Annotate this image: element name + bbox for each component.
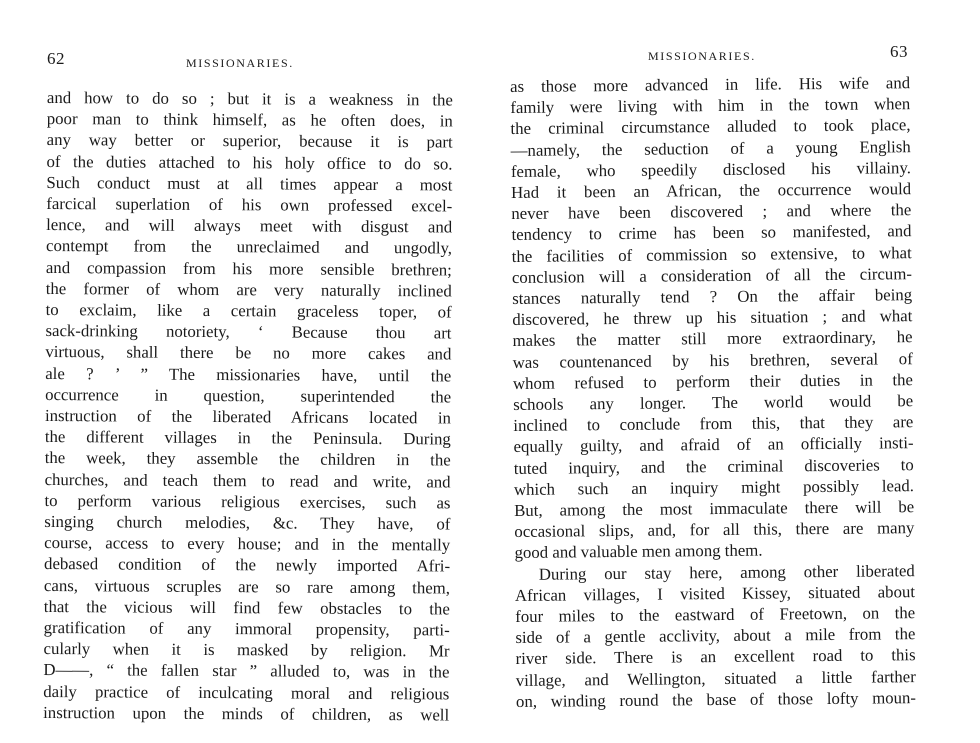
text-line: tuted inquiry, and the criminal discoveries to: [513, 454, 914, 478]
text-line: to perform various religious exercises, such as: [44, 490, 451, 513]
text-line: river side. There is an excellent road to this: [515, 645, 916, 669]
text-line: tendency to crime has been so manifested, and: [511, 221, 912, 245]
text-line: on, winding round the base of those lofty moun-: [515, 688, 917, 711]
text-line: Such conduct must at all times appear a most: [46, 172, 453, 195]
text-line: four miles to the eastward of Freetown, on the: [515, 603, 916, 627]
text-line: makes the matter still more extraordinary, he: [512, 327, 913, 351]
text-line: conclusion will a consideration of all the circum-: [511, 263, 913, 287]
text-line: churches, and teach them to read and write, and: [44, 469, 451, 492]
text-line: occasional slips, and, for all this, there are many: [514, 518, 915, 542]
text-line: instruction upon the minds of children, as well: [43, 702, 450, 725]
text-line: lence, and will always meet with disgust and: [46, 215, 453, 237]
text-line: inclined to conclude from this, that they are: [513, 412, 914, 436]
text-line: equally guilty, and afraid of an officially insti-: [513, 433, 914, 457]
text-line: cularly when it is masked by religion. Mr: [43, 639, 450, 661]
text-line: farcical superlation of his own professed excel-: [46, 194, 453, 216]
text-line: the different villages in the Peninsula. During: [44, 427, 451, 449]
text-line: whom refused to perform their duties in the: [512, 369, 914, 393]
text-line: any way better or superior, because it is part: [46, 130, 453, 152]
right-page: [490, 0, 980, 743]
text-line: which such an inquiry might possibly lead.: [513, 476, 915, 499]
text-line: the former of whom are very naturally inclined: [45, 278, 452, 301]
text-line: and how to do so ; but it is a weakness in the: [46, 87, 453, 110]
text-line: was countenanced by his brethren, several of: [512, 348, 913, 372]
text-line: and compassion from his more sensible brethren;: [45, 257, 452, 280]
right-running-head: MISSIONARIES.: [648, 49, 756, 63]
text-line: schools any longer. The world would be: [513, 391, 914, 415]
text-line: ale ? ’ ” The missionaries have, until the: [45, 363, 452, 386]
text-line: —namely, the seduction of a young English: [510, 136, 911, 160]
left-page-text: [43, 87, 453, 726]
text-line: singing church melodies, &c. They have, of: [44, 512, 451, 534]
left-page-number: 62: [47, 49, 65, 68]
text-line: never have been discovered ; and where the: [511, 200, 912, 224]
right-page-text: [510, 72, 916, 712]
text-line: family were living with him in the town when: [510, 94, 911, 118]
text-line: stances naturally tend ? On the affair being: [512, 285, 913, 309]
text-line: to exclaim, like a certain graceless toper, of: [45, 300, 452, 322]
text-line: the facilities of commission so extensive, to what: [511, 242, 912, 266]
text-line: village, and Wellington, situated a little farther: [515, 666, 916, 690]
text-line: female, who speedily disclosed his villainy.: [510, 157, 911, 181]
text-line: discovered, he threw up his situation ; and what: [512, 306, 913, 330]
text-line: side of a gentle acclivity, about a mile from the: [515, 624, 916, 648]
text-line: poor man to think himself, as he often does, in: [46, 109, 453, 131]
text-line: sack-drinking notoriety, ‘ Because thou art: [45, 321, 452, 343]
text-line: the week, they assemble the children in the: [44, 448, 451, 470]
text-line: of the duties attached to his holy office to do so.: [46, 151, 453, 174]
text-line: contempt from the unreclaimed and ungodly,: [45, 236, 453, 258]
text-line: Had it been an African, the occurrence would: [511, 179, 912, 203]
text-line: the criminal circumstance alluded to took place,: [510, 115, 911, 139]
text-line: But, among the most immaculate there will be: [514, 497, 915, 521]
text-line: occurrence in question, superintended the: [45, 384, 452, 407]
text-line: daily practice of inculcating moral and religious: [43, 681, 450, 704]
text-line: D——, “ the fallen star ” alluded to, was in the: [43, 660, 450, 682]
text-line: that the vicious will find few obstacles to the: [43, 596, 450, 619]
text-line: During our stay here, among other liberated: [538, 560, 915, 584]
text-line: as those more advanced in life. His wife and: [510, 73, 911, 96]
left-running-head: MISSIONARIES.: [186, 56, 294, 70]
text-line: course, access to every house; and in the mentally: [44, 533, 451, 555]
right-page-number: 63: [890, 42, 908, 61]
text-line: debased condition of the newly imported Afri-: [44, 554, 451, 576]
text-line: virtuous, shall there be no more cakes and: [45, 342, 452, 364]
text-line: cans, virtuous scruples are so rare among them,: [43, 575, 451, 598]
text-line: good and valuable men among them.: [514, 541, 763, 563]
text-line: instruction of the liberated Africans located in: [44, 406, 452, 428]
text-line: gratification of any immoral propensity, parti-: [43, 618, 450, 640]
text-line: African villages, I visited Kissey, situated about: [514, 582, 916, 605]
